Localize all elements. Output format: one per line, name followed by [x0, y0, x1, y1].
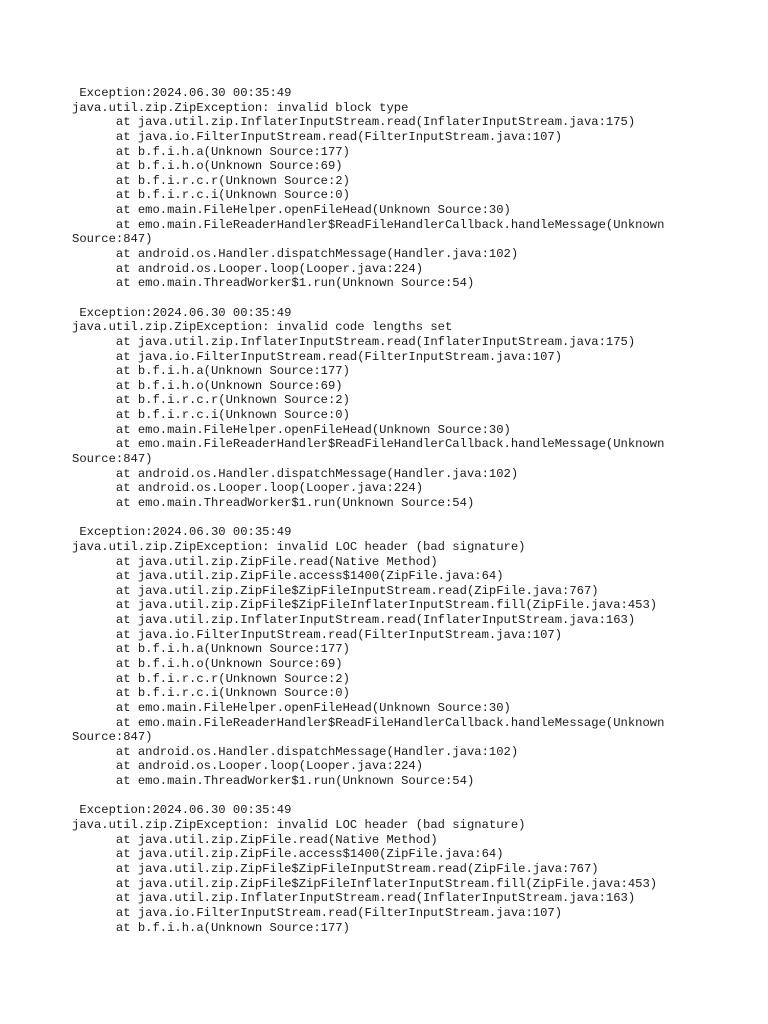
log-line: at android.os.Looper.loop(Looper.java:224) [72, 261, 424, 276]
log-line: at java.util.zip.ZipFile$ZipFileInflaterInputStream.fill(ZipFile.java:453) [72, 598, 658, 613]
log-line: at java.io.FilterInputStream.read(FilterInputStream.java:107) [72, 349, 563, 364]
log-line: at java.util.zip.ZipFile$ZipFileInputStream.read(ZipFile.java:767) [72, 861, 599, 876]
log-line: at android.os.Looper.loop(Looper.java:224) [72, 481, 424, 496]
log-line: at b.f.i.h.a(Unknown Source:177) [72, 642, 350, 657]
log-line: at emo.main.FileHelper.openFileHead(Unknown Source:30) [72, 422, 511, 437]
log-line: Exception:2024.06.30 00:35:49 [72, 305, 292, 320]
log-line: java.util.zip.ZipException: invalid block type [72, 100, 409, 115]
log-line: at java.util.zip.InflaterInputStream.read(InflaterInputStream.java:163) [72, 613, 636, 628]
log-line: at b.f.i.r.c.i(Unknown Source:0) [72, 408, 350, 423]
blank-line [72, 511, 762, 526]
blank-line [72, 789, 762, 804]
log-line: java.util.zip.ZipException: invalid LOC header (bad signature) [72, 818, 526, 833]
log-line: at b.f.i.h.o(Unknown Source:69) [72, 656, 343, 671]
log-line: at java.util.zip.ZipFile.read(Native Method) [72, 832, 438, 847]
log-line: at java.util.zip.ZipFile$ZipFileInputStream.read(ZipFile.java:767) [72, 583, 599, 598]
log-line: at b.f.i.r.c.r(Unknown Source:2) [72, 173, 350, 188]
log-line: at emo.main.ThreadWorker$1.run(Unknown Source:54) [72, 774, 475, 789]
log-line: Exception:2024.06.30 00:35:49 [72, 803, 292, 818]
log-line: at emo.main.FileHelper.openFileHead(Unknown Source:30) [72, 700, 511, 715]
log-line: at java.util.zip.InflaterInputStream.read(InflaterInputStream.java:175) [72, 115, 636, 130]
log-line: at android.os.Handler.dispatchMessage(Handler.java:102) [72, 744, 519, 759]
log-line: at java.util.zip.ZipFile.read(Native Method) [72, 554, 438, 569]
log-line: at java.util.zip.ZipFile$ZipFileInflaterInputStream.fill(ZipFile.java:453) [72, 876, 658, 891]
log-line: Source:847) [72, 452, 153, 467]
log-line: Exception:2024.06.30 00:35:49 [72, 86, 292, 100]
log-line: at android.os.Handler.dispatchMessage(Handler.java:102) [72, 466, 519, 481]
log-line: at b.f.i.r.c.i(Unknown Source:0) [72, 686, 350, 701]
log-line: at b.f.i.h.a(Unknown Source:177) [72, 144, 350, 159]
log-line: at emo.main.ThreadWorker$1.run(Unknown Source:54) [72, 495, 475, 510]
log-line: at java.util.zip.InflaterInputStream.read(InflaterInputStream.java:175) [72, 334, 636, 349]
log-line: at java.io.FilterInputStream.read(FilterInputStream.java:107) [72, 627, 563, 642]
log-line: at java.io.FilterInputStream.read(FilterInputStream.java:107) [72, 905, 563, 920]
blank-line [72, 291, 762, 306]
log-line: Source:847) [72, 730, 153, 745]
log-line: at b.f.i.h.a(Unknown Source:177) [72, 920, 350, 935]
log-line: java.util.zip.ZipException: invalid LOC header (bad signature) [72, 539, 526, 554]
log-line: at java.util.zip.ZipFile.access$1400(ZipFile.java:64) [72, 847, 504, 862]
log-line: at emo.main.ThreadWorker$1.run(Unknown Source:54) [72, 276, 475, 291]
log-line: at emo.main.FileReaderHandler$ReadFileHandlerCallback.handleMessage(Unknown [72, 217, 665, 232]
log-line: java.util.zip.ZipException: invalid code lengths set [72, 320, 453, 335]
log-line: at emo.main.FileReaderHandler$ReadFileHandlerCallback.handleMessage(Unknown [72, 715, 665, 730]
log-line: Exception:2024.06.30 00:35:49 [72, 525, 292, 540]
log-line: at b.f.i.r.c.r(Unknown Source:2) [72, 671, 350, 686]
log-line: at emo.main.FileHelper.openFileHead(Unknown Source:30) [72, 203, 511, 218]
log-line: at java.io.FilterInputStream.read(FilterInputStream.java:107) [72, 129, 563, 144]
log-line: at b.f.i.h.o(Unknown Source:69) [72, 378, 343, 393]
log-line: at java.util.zip.InflaterInputStream.read(InflaterInputStream.java:163) [72, 891, 636, 906]
log-line: at emo.main.FileReaderHandler$ReadFileHandlerCallback.handleMessage(Unknown [72, 437, 665, 452]
log-line: at b.f.i.h.o(Unknown Source:69) [72, 159, 343, 174]
log-text-body [72, 86, 762, 935]
log-line: at b.f.i.r.c.r(Unknown Source:2) [72, 393, 350, 408]
log-line: at android.os.Looper.loop(Looper.java:224) [72, 759, 424, 774]
log-line: at b.f.i.r.c.i(Unknown Source:0) [72, 188, 350, 203]
log-document [72, 86, 762, 935]
log-line: Source:847) [72, 232, 153, 247]
log-line: at android.os.Handler.dispatchMessage(Handler.java:102) [72, 247, 519, 262]
log-line: at b.f.i.h.a(Unknown Source:177) [72, 364, 350, 379]
log-line: at java.util.zip.ZipFile.access$1400(ZipFile.java:64) [72, 569, 504, 584]
